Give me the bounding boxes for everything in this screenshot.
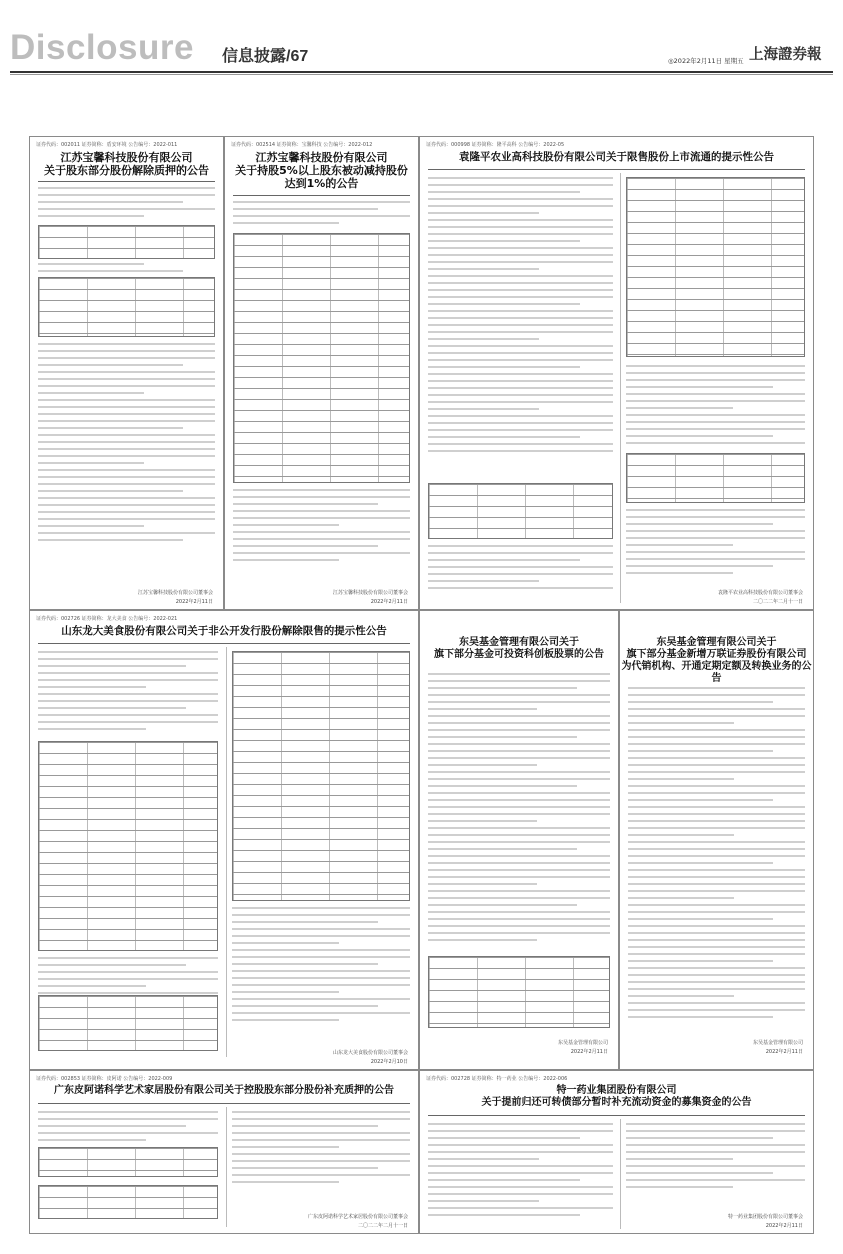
announcement-longping-unlock xyxy=(419,136,814,610)
announcement-title: 东吴基金管理有限公司关于 旗下部分基金新增万联证券股份有限公司 为代销机构、开通定期定额及转换业务的公告 xyxy=(621,637,812,684)
announcement-title: 山东龙大美食股份有限公司关于非公开发行股份解除限售的提示性公告 xyxy=(61,625,387,637)
signature: 袁隆平农业高科技股份有限公司董事会 xyxy=(717,590,803,596)
subscriber-table xyxy=(38,741,218,951)
newspaper-logo: 上海證券報 xyxy=(749,46,822,63)
announcement-baoxin-pledge xyxy=(29,136,224,610)
pledge-detail-table xyxy=(38,1147,218,1177)
announcement-dongwu-star-market xyxy=(419,610,619,1070)
signature-date: 2022年2月11日 xyxy=(765,1049,803,1055)
signature-date: 2022年2月11日 xyxy=(570,1049,608,1055)
signature: 东吴基金管理有限公司 xyxy=(557,1040,608,1046)
unlock-detail-table xyxy=(626,453,805,503)
announcement-code: 证券代码：002726 证券简称：龙大美食 公告编号：2022-021 xyxy=(36,616,178,622)
signature: 江苏宝馨科技股份有限公司董事会 xyxy=(332,590,408,596)
fund-list-table xyxy=(428,956,610,1028)
announcement-title: 江苏宝馨科技股份有限公司 关于持股5%以上股东被动减持股份 达到1%的公告 xyxy=(235,151,408,191)
signature: 广东皮阿诺科学艺术家居股份有限公司董事会 xyxy=(307,1214,408,1220)
announcement-title: 东吴基金管理有限公司关于 旗下部分基金可投资科创板股票的公告 xyxy=(434,637,604,660)
announcement-code: 证券代码：002011 证券简称：盾安环境 公告编号：2022-011 xyxy=(36,142,178,148)
announcement-title: 袁隆平农业高科技股份有限公司关于限售股份上市流通的提示性公告 xyxy=(459,151,774,163)
pledge-table xyxy=(38,225,215,259)
signature-date: 2022年2月11日 xyxy=(765,1223,803,1229)
signature: 江苏宝馨科技股份有限公司董事会 xyxy=(137,590,213,596)
section-title: 信息披露/67 xyxy=(222,48,309,65)
signature-date: 2022年2月10日 xyxy=(370,1059,408,1065)
signature: 东吴基金管理有限公司 xyxy=(752,1040,803,1046)
unlock-shareholder-table xyxy=(428,483,613,539)
announcement-piano-pledge xyxy=(29,1070,419,1234)
announcement-dongwu-wanlian xyxy=(619,610,814,1070)
share-structure-table xyxy=(626,177,805,357)
body-text xyxy=(38,187,215,222)
shareholding-table xyxy=(38,277,215,337)
announcement-title: 广东皮阿诺科学艺术家居股份有限公司关于控股股东部分股份补充质押的公告 xyxy=(54,1085,394,1096)
announcement-title: 特一药业集团股份有限公司 关于提前归还可转债部分暂时补充流动资金的募集资金的公告 xyxy=(481,1085,752,1108)
release-table xyxy=(38,995,218,1051)
announcement-code: 证券代码：002853 证券简称：皮阿诺 公告编号：2022-009 xyxy=(36,1076,173,1082)
cumulative-pledge-table xyxy=(38,1185,218,1219)
signature: 山东龙大美食股份有限公司董事会 xyxy=(332,1050,408,1056)
announcement-code: 证券代码：002514 证券简称：宝馨科技 公告编号：2022-012 xyxy=(231,142,373,148)
issue-date: ◎2022年2月11日 星期五 xyxy=(668,57,744,65)
signature-date: 2022年2月11日 xyxy=(370,599,408,605)
masthead xyxy=(0,0,843,66)
announcement-code: 证券代码：002728 证券简称：特一药业 公告编号：2022-006 xyxy=(426,1076,568,1082)
signature-date: 2022年2月11日 xyxy=(175,599,213,605)
announcement-longda-unlock xyxy=(29,610,419,1070)
signature-date: 二〇二二年二月十一日 xyxy=(357,1223,408,1229)
signature-date: 二〇二二年二月十一日 xyxy=(752,599,803,605)
announcement-teyi-funds xyxy=(419,1070,814,1234)
reduction-table xyxy=(233,233,410,483)
header-rule-thin xyxy=(10,74,833,75)
announcement-title: 江苏宝馨科技股份有限公司 关于股东部分股份解除质押的公告 xyxy=(44,151,209,178)
announcement-code: 证券代码：000998 证券简称：隆平高科 公告编号：2022-05 xyxy=(426,142,565,148)
header-rule xyxy=(10,71,833,73)
announcement-baoxin-reduction xyxy=(224,136,419,610)
brand-word: Disclosure xyxy=(10,28,194,67)
signature: 特一药业集团股份有限公司董事会 xyxy=(727,1214,803,1220)
commitment-table xyxy=(232,651,410,901)
